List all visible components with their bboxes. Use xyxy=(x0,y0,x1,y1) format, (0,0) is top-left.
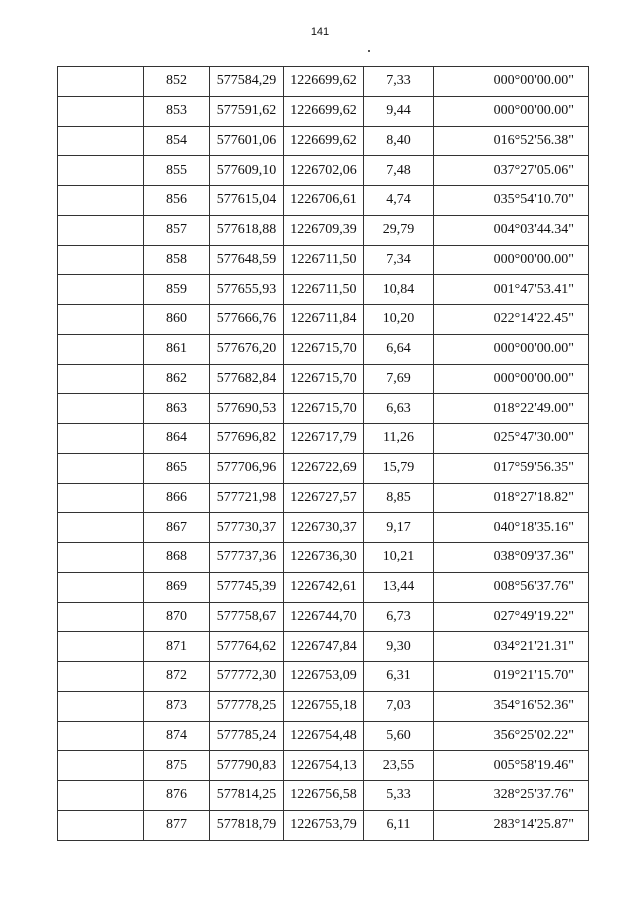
cell-angle: 356°25'02.22" xyxy=(434,721,589,751)
cell-y-coordinate: 1226753,79 xyxy=(284,810,364,840)
cell-point-number: 870 xyxy=(144,602,210,632)
cell-y-coordinate: 1226715,70 xyxy=(284,364,364,394)
cell-angle: 019°21'15.70" xyxy=(434,662,589,692)
cell-x-coordinate: 577601,06 xyxy=(210,126,284,156)
table-row xyxy=(58,126,589,156)
cell-y-coordinate: 1226702,06 xyxy=(284,156,364,186)
cell-x-coordinate: 577772,30 xyxy=(210,662,284,692)
cell-y-coordinate: 1226699,62 xyxy=(284,126,364,156)
cell-point-number: 861 xyxy=(144,334,210,364)
cell-y-coordinate: 1226699,62 xyxy=(284,67,364,97)
table-row xyxy=(58,275,589,305)
cell-length: 5,33 xyxy=(364,781,434,811)
cell-blank xyxy=(58,513,144,543)
table-row xyxy=(58,245,589,275)
cell-angle: 040°18'35.16" xyxy=(434,513,589,543)
cell-blank xyxy=(58,602,144,632)
cell-length: 5,60 xyxy=(364,721,434,751)
cell-x-coordinate: 577706,96 xyxy=(210,453,284,483)
coordinates-table xyxy=(57,66,589,841)
cell-y-coordinate: 1226715,70 xyxy=(284,394,364,424)
cell-point-number: 872 xyxy=(144,662,210,692)
cell-point-number: 877 xyxy=(144,810,210,840)
cell-x-coordinate: 577609,10 xyxy=(210,156,284,186)
cell-blank xyxy=(58,691,144,721)
cell-angle: 000°00'00.00" xyxy=(434,364,589,394)
cell-y-coordinate: 1226744,70 xyxy=(284,602,364,632)
cell-x-coordinate: 577818,79 xyxy=(210,810,284,840)
cell-length: 11,26 xyxy=(364,424,434,454)
cell-length: 10,84 xyxy=(364,275,434,305)
cell-blank xyxy=(58,483,144,513)
cell-blank xyxy=(58,215,144,245)
cell-blank xyxy=(58,424,144,454)
cell-angle: 035°54'10.70" xyxy=(434,186,589,216)
cell-angle: 005°58'19.46" xyxy=(434,751,589,781)
cell-y-coordinate: 1226715,70 xyxy=(284,334,364,364)
cell-x-coordinate: 577615,04 xyxy=(210,186,284,216)
cell-angle: 283°14'25.87" xyxy=(434,810,589,840)
cell-angle: 018°27'18.82" xyxy=(434,483,589,513)
cell-y-coordinate: 1226754,48 xyxy=(284,721,364,751)
cell-y-coordinate: 1226736,30 xyxy=(284,543,364,573)
table-row xyxy=(58,691,589,721)
cell-blank xyxy=(58,781,144,811)
cell-point-number: 866 xyxy=(144,483,210,513)
cell-x-coordinate: 577648,59 xyxy=(210,245,284,275)
table-row xyxy=(58,483,589,513)
cell-y-coordinate: 1226747,84 xyxy=(284,632,364,662)
cell-blank xyxy=(58,156,144,186)
page-number: 141 xyxy=(310,26,330,38)
cell-point-number: 873 xyxy=(144,691,210,721)
scan-speck xyxy=(368,50,370,52)
cell-point-number: 869 xyxy=(144,572,210,602)
cell-point-number: 852 xyxy=(144,67,210,97)
cell-y-coordinate: 1226742,61 xyxy=(284,572,364,602)
cell-length: 29,79 xyxy=(364,215,434,245)
cell-x-coordinate: 577690,53 xyxy=(210,394,284,424)
cell-y-coordinate: 1226711,50 xyxy=(284,275,364,305)
cell-point-number: 865 xyxy=(144,453,210,483)
cell-x-coordinate: 577790,83 xyxy=(210,751,284,781)
cell-x-coordinate: 577676,20 xyxy=(210,334,284,364)
cell-point-number: 862 xyxy=(144,364,210,394)
cell-point-number: 860 xyxy=(144,305,210,335)
table-row xyxy=(58,721,589,751)
cell-point-number: 867 xyxy=(144,513,210,543)
table-row xyxy=(58,156,589,186)
cell-y-coordinate: 1226755,18 xyxy=(284,691,364,721)
cell-x-coordinate: 577730,37 xyxy=(210,513,284,543)
cell-length: 10,21 xyxy=(364,543,434,573)
cell-length: 9,17 xyxy=(364,513,434,543)
cell-length: 7,03 xyxy=(364,691,434,721)
cell-angle: 000°00'00.00" xyxy=(434,245,589,275)
cell-x-coordinate: 577737,36 xyxy=(210,543,284,573)
cell-point-number: 853 xyxy=(144,96,210,126)
table-row xyxy=(58,572,589,602)
cell-blank xyxy=(58,394,144,424)
cell-angle: 001°47'53.41" xyxy=(434,275,589,305)
cell-y-coordinate: 1226756,58 xyxy=(284,781,364,811)
cell-angle: 008°56'37.76" xyxy=(434,572,589,602)
cell-length: 23,55 xyxy=(364,751,434,781)
cell-blank xyxy=(58,245,144,275)
cell-point-number: 868 xyxy=(144,543,210,573)
cell-angle: 037°27'05.06" xyxy=(434,156,589,186)
table-row xyxy=(58,662,589,692)
cell-point-number: 856 xyxy=(144,186,210,216)
table-row xyxy=(58,305,589,335)
cell-length: 13,44 xyxy=(364,572,434,602)
cell-point-number: 875 xyxy=(144,751,210,781)
table-row xyxy=(58,810,589,840)
cell-length: 8,85 xyxy=(364,483,434,513)
cell-x-coordinate: 577814,25 xyxy=(210,781,284,811)
cell-angle: 000°00'00.00" xyxy=(434,67,589,97)
cell-x-coordinate: 577655,93 xyxy=(210,275,284,305)
cell-y-coordinate: 1226709,39 xyxy=(284,215,364,245)
cell-angle: 328°25'37.76" xyxy=(434,781,589,811)
cell-point-number: 876 xyxy=(144,781,210,811)
cell-length: 6,11 xyxy=(364,810,434,840)
cell-blank xyxy=(58,305,144,335)
cell-y-coordinate: 1226711,84 xyxy=(284,305,364,335)
cell-point-number: 871 xyxy=(144,632,210,662)
cell-x-coordinate: 577745,39 xyxy=(210,572,284,602)
cell-point-number: 859 xyxy=(144,275,210,305)
cell-blank xyxy=(58,364,144,394)
cell-blank xyxy=(58,453,144,483)
cell-angle: 034°21'21.31" xyxy=(434,632,589,662)
cell-length: 6,63 xyxy=(364,394,434,424)
cell-point-number: 863 xyxy=(144,394,210,424)
cell-length: 7,33 xyxy=(364,67,434,97)
cell-point-number: 864 xyxy=(144,424,210,454)
cell-y-coordinate: 1226711,50 xyxy=(284,245,364,275)
cell-angle: 017°59'56.35" xyxy=(434,453,589,483)
cell-blank xyxy=(58,543,144,573)
cell-y-coordinate: 1226730,37 xyxy=(284,513,364,543)
cell-angle: 000°00'00.00" xyxy=(434,334,589,364)
cell-angle: 038°09'37.36" xyxy=(434,543,589,573)
table-row xyxy=(58,96,589,126)
cell-blank xyxy=(58,810,144,840)
cell-length: 8,40 xyxy=(364,126,434,156)
cell-blank xyxy=(58,96,144,126)
cell-y-coordinate: 1226754,13 xyxy=(284,751,364,781)
cell-blank xyxy=(58,126,144,156)
table-row xyxy=(58,186,589,216)
cell-angle: 016°52'56.38" xyxy=(434,126,589,156)
cell-length: 15,79 xyxy=(364,453,434,483)
table-row xyxy=(58,543,589,573)
cell-length: 7,48 xyxy=(364,156,434,186)
cell-y-coordinate: 1226727,57 xyxy=(284,483,364,513)
table-row xyxy=(58,424,589,454)
table-row xyxy=(58,453,589,483)
coordinates-table-body xyxy=(58,67,589,841)
cell-length: 9,30 xyxy=(364,632,434,662)
cell-point-number: 874 xyxy=(144,721,210,751)
table-row xyxy=(58,215,589,245)
cell-blank xyxy=(58,67,144,97)
cell-blank xyxy=(58,275,144,305)
cell-blank xyxy=(58,662,144,692)
table-row xyxy=(58,394,589,424)
cell-point-number: 854 xyxy=(144,126,210,156)
table-row xyxy=(58,602,589,632)
cell-length: 9,44 xyxy=(364,96,434,126)
cell-x-coordinate: 577778,25 xyxy=(210,691,284,721)
cell-x-coordinate: 577721,98 xyxy=(210,483,284,513)
cell-angle: 027°49'19.22" xyxy=(434,602,589,632)
cell-length: 6,64 xyxy=(364,334,434,364)
cell-blank xyxy=(58,721,144,751)
cell-length: 4,74 xyxy=(364,186,434,216)
cell-angle: 004°03'44.34" xyxy=(434,215,589,245)
cell-angle: 354°16'52.36" xyxy=(434,691,589,721)
cell-x-coordinate: 577591,62 xyxy=(210,96,284,126)
cell-angle: 000°00'00.00" xyxy=(434,96,589,126)
table-row xyxy=(58,632,589,662)
cell-y-coordinate: 1226706,61 xyxy=(284,186,364,216)
cell-x-coordinate: 577696,82 xyxy=(210,424,284,454)
cell-angle: 022°14'22.45" xyxy=(434,305,589,335)
cell-x-coordinate: 577682,84 xyxy=(210,364,284,394)
cell-x-coordinate: 577666,76 xyxy=(210,305,284,335)
cell-blank xyxy=(58,186,144,216)
cell-y-coordinate: 1226717,79 xyxy=(284,424,364,454)
cell-point-number: 858 xyxy=(144,245,210,275)
cell-length: 10,20 xyxy=(364,305,434,335)
cell-x-coordinate: 577764,62 xyxy=(210,632,284,662)
cell-x-coordinate: 577618,88 xyxy=(210,215,284,245)
cell-point-number: 855 xyxy=(144,156,210,186)
cell-length: 6,73 xyxy=(364,602,434,632)
cell-blank xyxy=(58,334,144,364)
cell-length: 7,34 xyxy=(364,245,434,275)
table-row xyxy=(58,513,589,543)
cell-length: 6,31 xyxy=(364,662,434,692)
cell-x-coordinate: 577785,24 xyxy=(210,721,284,751)
cell-y-coordinate: 1226753,09 xyxy=(284,662,364,692)
cell-length: 7,69 xyxy=(364,364,434,394)
table-row xyxy=(58,781,589,811)
table-row xyxy=(58,67,589,97)
cell-blank xyxy=(58,751,144,781)
cell-angle: 018°22'49.00" xyxy=(434,394,589,424)
cell-x-coordinate: 577584,29 xyxy=(210,67,284,97)
cell-angle: 025°47'30.00" xyxy=(434,424,589,454)
table-row xyxy=(58,334,589,364)
cell-x-coordinate: 577758,67 xyxy=(210,602,284,632)
cell-blank xyxy=(58,572,144,602)
cell-y-coordinate: 1226722,69 xyxy=(284,453,364,483)
table-row xyxy=(58,364,589,394)
cell-y-coordinate: 1226699,62 xyxy=(284,96,364,126)
cell-point-number: 857 xyxy=(144,215,210,245)
table-row xyxy=(58,751,589,781)
cell-blank xyxy=(58,632,144,662)
